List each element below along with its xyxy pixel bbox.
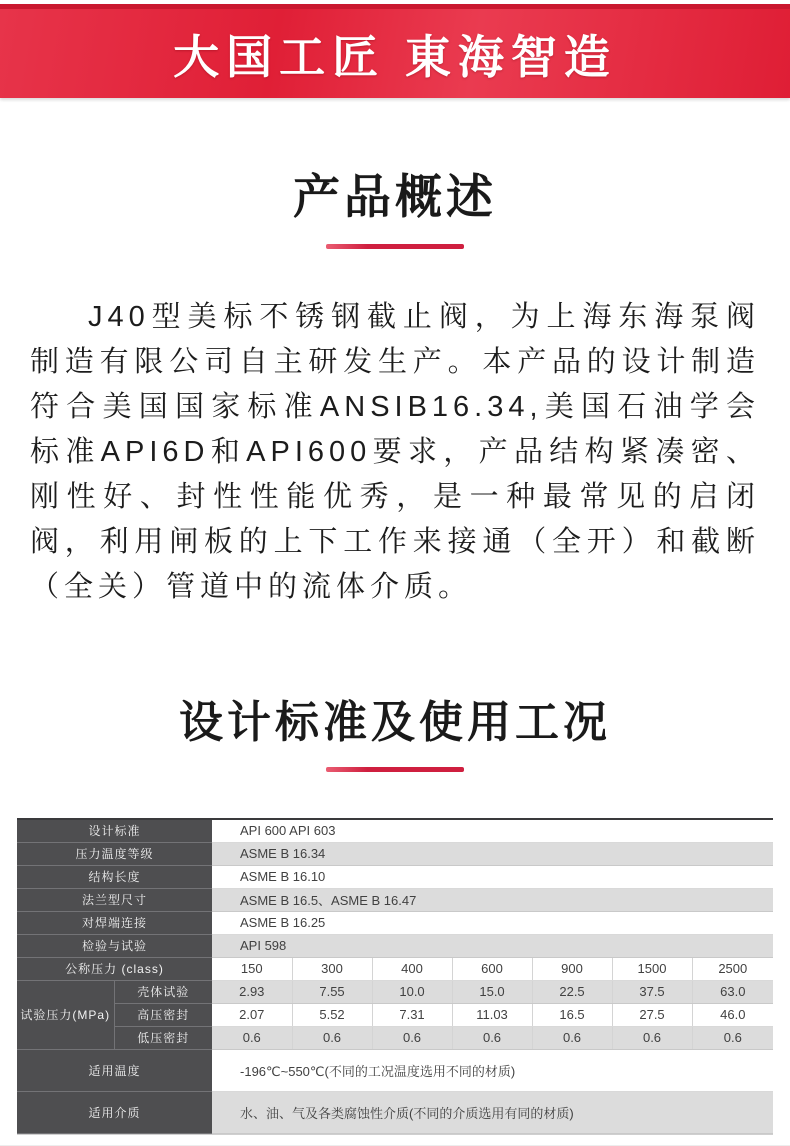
test-row-label: 壳体试验 bbox=[114, 980, 212, 1003]
spec-label: 设计标准 bbox=[17, 819, 212, 842]
spec-label: 检验与试验 bbox=[17, 934, 212, 957]
test-value: 2.93 bbox=[212, 980, 292, 1003]
specs-section bbox=[0, 686, 790, 1146]
test-value: 10.0 bbox=[372, 980, 452, 1003]
overview-heading: 产品概述 bbox=[293, 170, 497, 223]
test-value: 0.6 bbox=[292, 1026, 372, 1049]
test-value: 7.55 bbox=[292, 980, 372, 1003]
spec-label: 适用温度 bbox=[17, 1049, 212, 1091]
spec-value: -196℃~550℃(不同的工况温度选用不同的材质) bbox=[212, 1049, 773, 1091]
test-value: 0.6 bbox=[452, 1026, 532, 1049]
spec-value: API 600 API 603 bbox=[212, 819, 773, 842]
specs-table bbox=[17, 818, 773, 1134]
spec-value: ASME B 16.34 bbox=[212, 842, 773, 865]
test-value: 22.5 bbox=[532, 980, 612, 1003]
pressure-class-value: 300 bbox=[292, 957, 372, 980]
spec-row-face-to-face bbox=[17, 865, 773, 888]
test-value: 11.03 bbox=[452, 1003, 532, 1026]
spec-row-flange-dimensions bbox=[17, 888, 773, 911]
test-value: 37.5 bbox=[612, 980, 692, 1003]
spec-row-buttweld-end bbox=[17, 911, 773, 934]
spec-row-low-pressure-seal bbox=[17, 1026, 773, 1049]
test-value: 0.6 bbox=[212, 1026, 292, 1049]
pressure-class-value: 400 bbox=[372, 957, 452, 980]
specs-heading-underline bbox=[326, 767, 464, 772]
pressure-class-value: 900 bbox=[532, 957, 612, 980]
pressure-class-value: 600 bbox=[452, 957, 532, 980]
test-value: 63.0 bbox=[692, 980, 773, 1003]
test-value: 15.0 bbox=[452, 980, 532, 1003]
test-value: 0.6 bbox=[692, 1026, 773, 1049]
spec-value: API 598 bbox=[212, 934, 773, 957]
spec-value: ASME B 16.5、ASME B 16.47 bbox=[212, 888, 773, 911]
spec-label: 法兰型尺寸 bbox=[17, 888, 212, 911]
test-value: 27.5 bbox=[612, 1003, 692, 1026]
spec-row-pressure-class bbox=[17, 957, 773, 980]
spec-row-design-standard bbox=[17, 819, 773, 842]
test-row-label: 低压密封 bbox=[114, 1026, 212, 1049]
spec-row-high-pressure-seal bbox=[17, 1003, 773, 1026]
test-value: 0.6 bbox=[372, 1026, 452, 1049]
spec-row-pressure-temp-rating bbox=[17, 842, 773, 865]
spec-label: 结构长度 bbox=[17, 865, 212, 888]
spec-label: 压力温度等级 bbox=[17, 842, 212, 865]
spec-row-applicable-medium bbox=[17, 1091, 773, 1133]
spec-row-inspection-test bbox=[17, 934, 773, 957]
test-value: 2.07 bbox=[212, 1003, 292, 1026]
specs-table-wrapper bbox=[17, 818, 773, 1135]
pressure-class-value: 1500 bbox=[612, 957, 692, 980]
overview-heading-underline bbox=[326, 244, 464, 249]
test-value: 16.5 bbox=[532, 1003, 612, 1026]
spec-value: ASME B 16.25 bbox=[212, 911, 773, 934]
pressure-class-label: 公称压力 (class) bbox=[17, 957, 212, 980]
spec-value: 水、油、气及各类腐蚀性介质(不同的介质选用有同的材质) bbox=[212, 1091, 773, 1133]
spec-label: 对焊端连接 bbox=[17, 911, 212, 934]
banner-title: 大国工匠 東海智造 bbox=[173, 30, 617, 83]
top-banner bbox=[0, 4, 790, 98]
test-value: 0.6 bbox=[612, 1026, 692, 1049]
spec-row-shell-test bbox=[17, 980, 773, 1003]
overview-section bbox=[0, 160, 790, 610]
spec-row-applicable-temperature bbox=[17, 1049, 773, 1091]
test-row-label: 高压密封 bbox=[114, 1003, 212, 1026]
test-value: 0.6 bbox=[532, 1026, 612, 1049]
test-pressure-group-label: 试验压力(MPa) bbox=[17, 980, 114, 1049]
spec-label: 适用介质 bbox=[17, 1091, 212, 1133]
section-divider bbox=[0, 1145, 790, 1146]
pressure-class-value: 2500 bbox=[692, 957, 773, 980]
spec-value: ASME B 16.10 bbox=[212, 865, 773, 888]
test-value: 46.0 bbox=[692, 1003, 773, 1026]
pressure-class-value: 150 bbox=[212, 957, 292, 980]
test-value: 5.52 bbox=[292, 1003, 372, 1026]
overview-paragraph: J40型美标不锈钢截止阀，为上海东海泵阀制造有限公司自主研发生产。本产品的设计制造符合美国国家标准ANSIB16.34,美国石油学会标准API6D和API600要求，产品结构紧凑密、刚性好、封性性能优秀，是一种最常见的启闭阀，利用闸板的上下工作来接通（全开）和截断（全关）管道中的流体介质。 bbox=[30, 301, 760, 603]
test-value: 7.31 bbox=[372, 1003, 452, 1026]
specs-heading: 设计标准及使用工况 bbox=[179, 698, 611, 747]
